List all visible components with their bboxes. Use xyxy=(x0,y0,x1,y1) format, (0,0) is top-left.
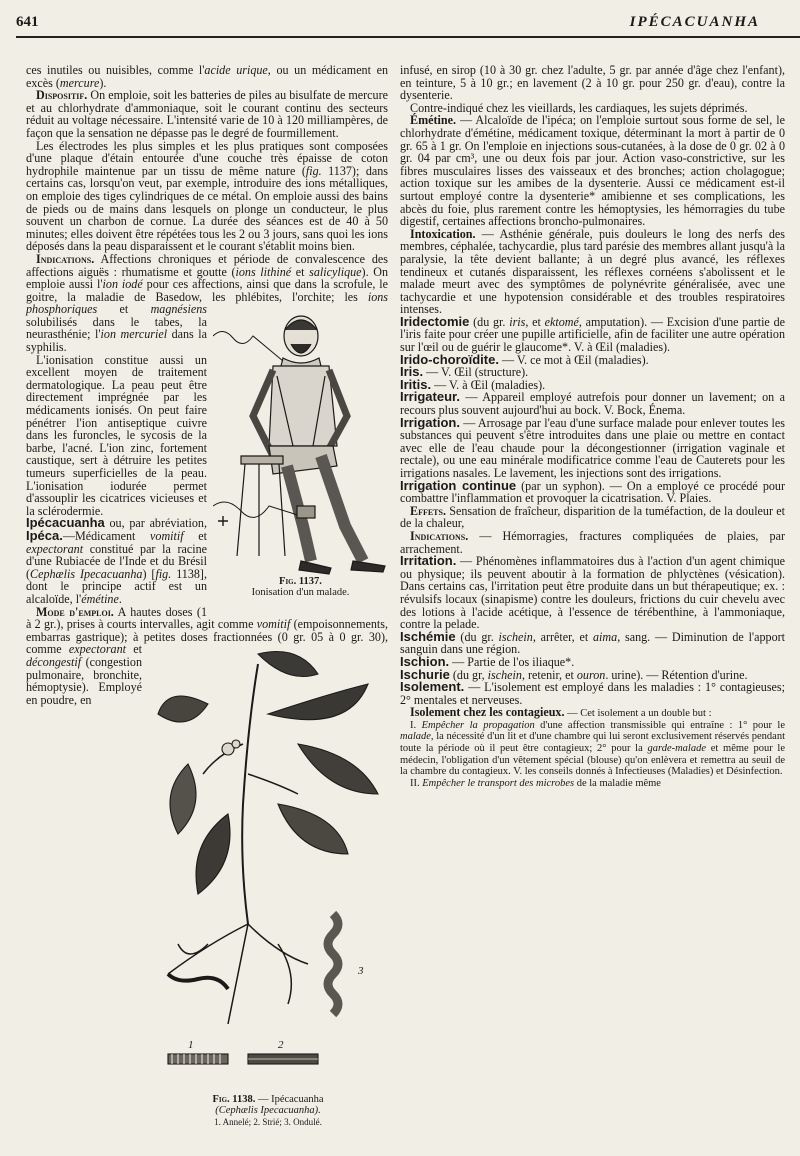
ipecacuanha-illustration xyxy=(148,644,388,1094)
page-header xyxy=(0,0,800,44)
paragraph-isolement-contagieux: Isolement chez les contagieux. — Cet isolement a un double but : xyxy=(410,705,712,720)
paragraph-mode-emploi: Mode d'emploi. A hautes doses (1 à 2 gr.), prises à courts intervalles, agit comme vomitif (empoisonnements, embarras gastrique); à petites doses fractionnées (0 gr. 05 à 0 gr. 30), comme expectorant et décongestif (congestion pulmonaire, bronchite, hémoptysie). Employé en poudre, en xyxy=(26,604,388,707)
entry-ipecacuanha: Ipécacuanha ou, par abréviation, Ipéca.—Médicament vomitif et expectorant constitué par la racine d'une Rubiacée de l'Inde et du Brésil (Cephælis Ipecacuanha) [fig. 1138], dont le principe actif est un alcaloïde, l'émétine. xyxy=(26,515,207,606)
entry-iris: Iris. — V. Œil (structure). xyxy=(400,364,529,380)
entry-iritis: Iritis. — V. à Œil (maladies). xyxy=(400,376,546,392)
entry-ischion: Ischion. — Partie de l'os iliaque*. xyxy=(400,653,575,669)
paragraph: Contre-indiqué chez les vieillards, les cardiaques, les sujets déprimés. xyxy=(410,100,748,115)
entry-irrigation: Irrigation. — Arrosage par l'eau d'une surface malade pour enlever toutes les substances qui peuvent s'être introduites dans une plaie ou mettre en contact avec elle de l'eau chaude pour la décongestionner (irrigation vaginale et rectale), ou une eau minérale modificatrice comme l'eau de Cauterets pour les irrigations nasales. Le lavement, les injections sont des irrigations. xyxy=(400,414,785,480)
paragraph-indications: Indications. Affections chroniques et période de convalescence des affections aiguës : rhumatisme et goutte (ions lithiné et salicylique). On emploie aussi l'ion iodé pour ces affections, ainsi que dans la scrofule, le goitre, la maladie de Basedow, les phlébites, l'orchite; les ions phosphoriques et magnésiens solubilisés dans le tabes, la neurasthénie; l'ion mercuriel dans la syphilis. xyxy=(26,251,388,355)
figure-label-1: 1 xyxy=(188,1038,194,1051)
figure-label-3: 3 xyxy=(358,964,364,977)
paragraph-ionisation: L'ionisation constitue aussi un excellent moyen de traitement dermatologique. La peau peut être directement imprégnée par les médicaments ionisés. On peut faire pénétrer l'ion antiseptique cuivre dans les furoncles, le sycosis de la barbe, l'acné. L'ion zinc, fortement caustique, sert à détruire les petites tumeurs superficielles de la peau. L'ionisation iodurée permet d'assouplir les cicatrices vicieuses et la sclérodermie. xyxy=(26,352,207,518)
entry-emetine: Émétine. — Alcaloïde de l'ipéca; on l'emploie surtout sous forme de sel, le chlorhydrate d'émétine, médicament toxique, déterminant la mort à partir de 0 gr. 65 à 1 gr. On l'emploie en injections sous-cutanées, à la dose de 0 gr. 02 à 0 gr. 04 par cm³, une ou deux fois par jour. Action vaso-constrictive, sur les fibres musculaires lisses des vaisseaux et des bronches; action cholagogue; action toxique sur les amibes de la dysenterie. Aussi ce médicament est-il surtout employé contre la dysenterie* amibienne et ses complications, les abcès du foie, plus rarement contre les hémoptysies, les hémorragies du tube digestif, certaines affections broncho-pulmonaires. xyxy=(400,113,785,229)
entry-intoxication: Intoxication. — Asthénie générale, puis douleurs le long des nerfs des membres, céphalée, tachycardie, plus tard parésie des membres allant jusqu'à la paralysie, la tête devient ballante; à un degré plus avancé, les réflexes tendineux et cutanés disparaissent, les réflexes cornéens s'abolissent et le malade meurt avec des symptômes de polynévrite généralisée, avec une tachycardie et une hypotension considérable et des troubles respiratoires intenses. xyxy=(400,226,785,317)
figure-1137-caption: Fig. 1137. Ionisation d'un malade. xyxy=(251,575,350,599)
entry-ischurie: Ischurie (du gr, ischein, retenir, et ouron. urine). — Rétention d'urine. xyxy=(400,666,748,682)
right-column xyxy=(400,64,785,789)
paragraph: ces inutiles ou nuisibles, comme l'acide urique, ou un médicament en excès (mercure). xyxy=(26,63,388,90)
entry-ischemie: Ischémie (du gr. ischein, arrêter, et aima, sang. — Diminution de l'apport sanguin dans une région. xyxy=(400,628,786,657)
paragraph-empecher-propagation: I. Empêcher la propagation d'une affection transmissible qui entraîne : 1° pour le malade, la nécessité d'un lit et d'une chambre qui lui seront exclusivement réservés pendant toute la période où il peut être contagieux; 2° pour la garde-malade et même pour le médecin, l'obligation d'un vêtement spécial (blouse) qu'on enlèvera et remettra au seuil de la chambre du contagieux. V. les conseils donnés à Infectieuses (Maladies) et Désinfection. xyxy=(400,719,785,778)
paragraph-indications: Indications. — Hémorragies, fractures compliquées de plaies, par arrachement. xyxy=(400,528,785,556)
ionisation-illustration xyxy=(213,306,388,576)
paragraph-empecher-transport: II. Empêcher le transport des microbes de la maladie même xyxy=(410,777,661,789)
running-title: IPÉCACUANHA xyxy=(629,14,760,30)
entry-isolement: Isolement. — L'isolement est employé dans les maladies : 1° contagieuses; 2° mentales et nerveuses. xyxy=(400,679,785,707)
paragraph-electrodes: Les électrodes les plus simples et les plus pratiques sont composées d'une plaque d'étain entourée d'une couche très épaisse de coton hydrophile maintenue par un tissu de même nature (fig. 1137); dans certains cas, lorsqu'on veut, par exemple, introduire des ions métalliques, on emploie des tiges cylindriques de ce métal. On emploie aussi des bains de pieds ou de mains dans lesquels on plonge un conducteur, le plus souvent un charbon de cornue. La durée des séances est de 40 à 50 minutes; elles doivent être répétées tous les 2 ou 3 jours, sans quoi les ions déposés dans la peau disparaissent et le courant s'établit moins bien. xyxy=(26,138,388,254)
entry-iridectomie: Iridectomie (du gr. iris, et ektomé, amputation). — Excision d'une partie de l'iris faite pour créer une pupille artificielle, afin de faciliter une autre opération sur l'œil ou de guérir le glaucome*. V. à Œil (maladies). xyxy=(400,313,785,355)
figure-1138 xyxy=(148,644,388,1154)
entry-irrigateur: Irrigateur. — Appareil employé autrefois pour donner un lavement; on a recours plus souvent aujourd'hui au bock. V. Bock, Énema. xyxy=(400,389,785,418)
entry-irritation: Irritation. — Phénomènes inflammatoires dus à l'action d'un agent chimique ou physique; ils peuvent aboutir à la formation de phlyctènes (vésication). Dans certains cas, l'irritation peut être produite dans un but thérapeutique; ex. : révulsifs locaux (sinapisme) contre les douleurs, frictions du cuir chevelu avec des lotions à l'acide acétique, à l'essence de térébenthine, à l'ammoniaque, contre la pelade. xyxy=(400,553,785,632)
entry-irido-choroidite: Irido-choroïdite. — V. ce mot à Œil (maladies). xyxy=(400,351,649,367)
paragraph-effets: Effets. Sensation de fraîcheur, disparition de la tuméfaction, de la douleur et de la chaleur, xyxy=(400,503,785,531)
figure-1138-caption: Fig. 1138. — Ipécacuanha (Cephælis Ipecacuanha). 1. Annelé; 2. Strié; 3. Ondulé. xyxy=(212,1093,324,1127)
entry-irrigation-continue: Irrigation continue (par un syphon). — On a employé ce procédé pour combattre l'inflammation et provoquer la cicatrisation. V. Plaies. xyxy=(400,477,785,506)
header-rule xyxy=(16,36,800,38)
paragraph-dispositif: Dispositif. On emploie, soit les batteries de piles au bisulfate de mercure et au chlorhydrate d'ammoniaque, soit le courant continu des secteurs réduit au voltage nécessaire. L'intensité varie de 10 à 120 milliampères, de façon que la sensation ne dépasse pas le degré de fourmillement. xyxy=(26,88,388,140)
paragraph: infusé, en sirop (10 à 30 gr. chez l'adulte, 5 gr. par année d'âge chez l'enfant), en teinture, 5 à 10 gr.; en lavement (2 à 10 gr. pour 250 gr. d'eau), contre la dysenterie. xyxy=(400,63,785,103)
left-column xyxy=(26,64,388,1156)
figure-label-2: 2 xyxy=(278,1038,284,1051)
figure-1137 xyxy=(213,306,388,606)
page-number: 641 xyxy=(16,14,39,30)
